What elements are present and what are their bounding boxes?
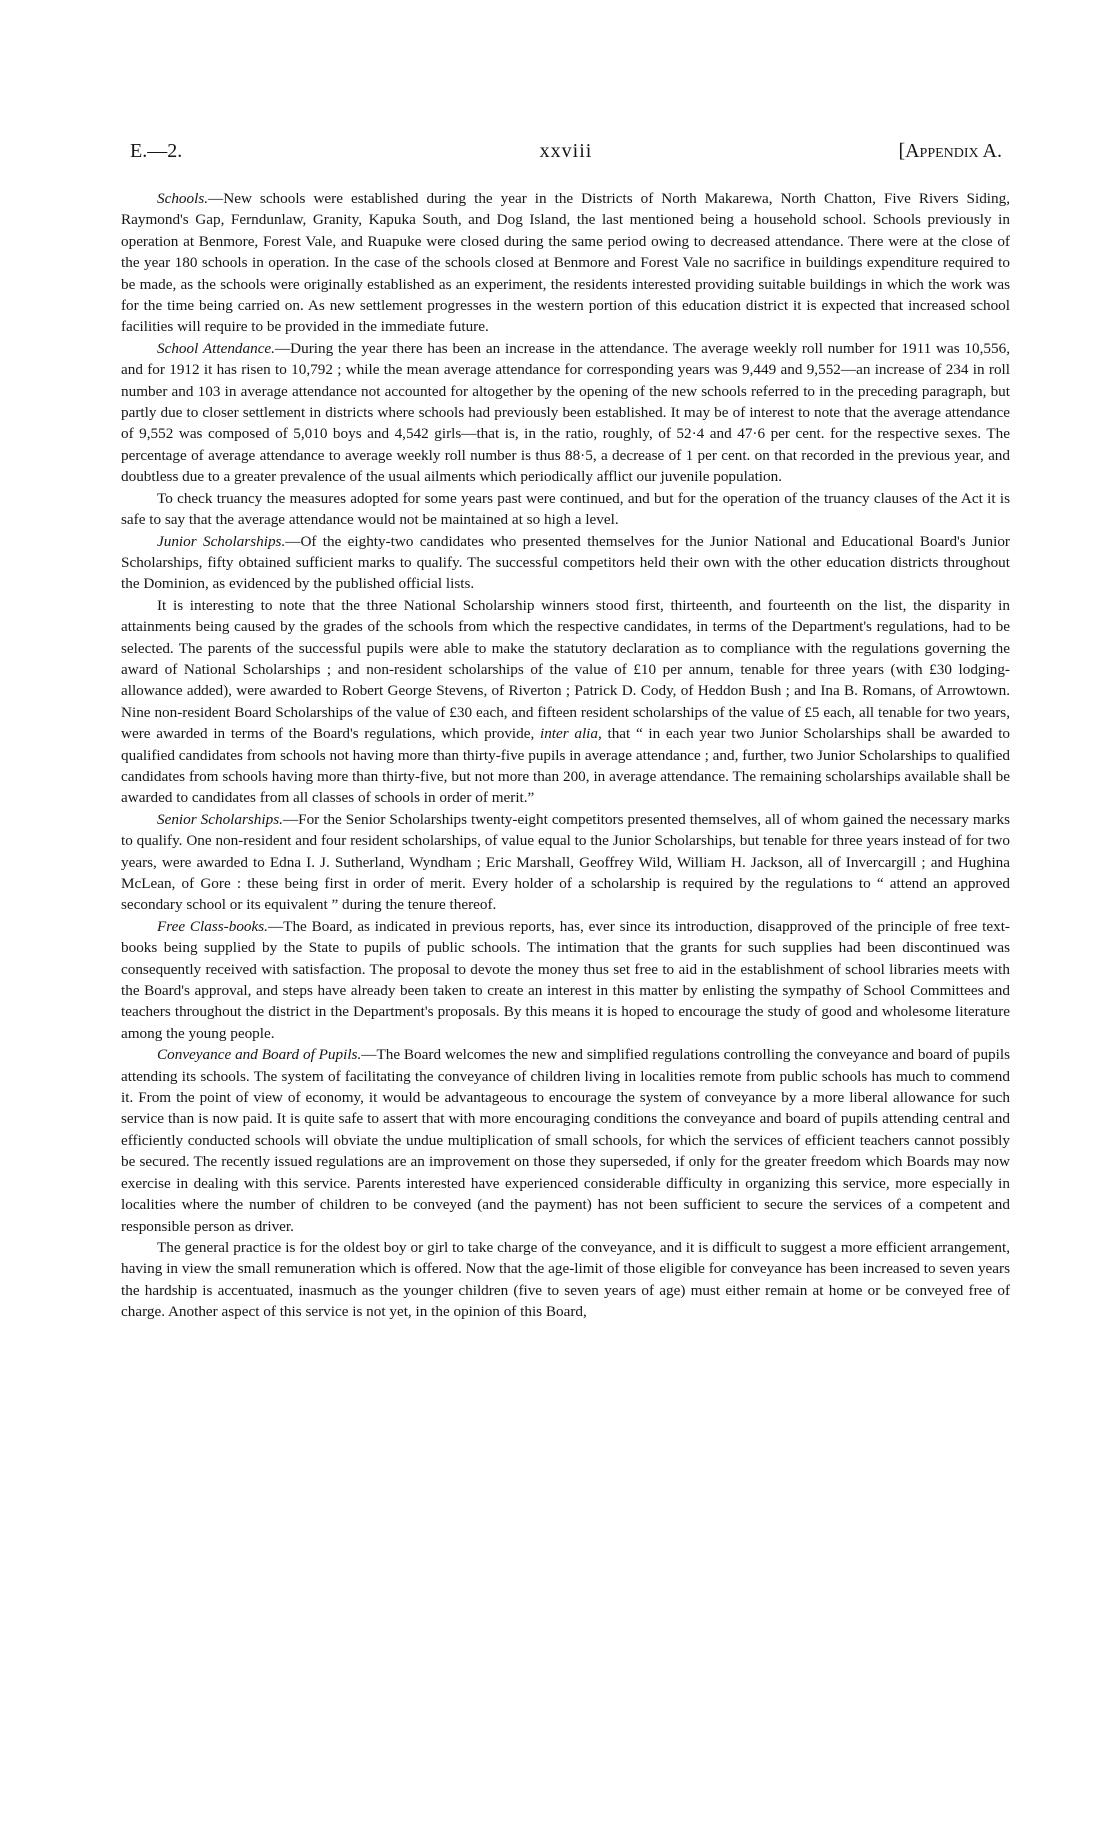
paragraph-school-attendance (121, 338, 1010, 488)
body-text (121, 188, 1010, 1323)
paragraph-text: —During the year there has been an increase in the attendance. The average weekly roll number for 1911 was 10,556, and for 1912 it has risen to 10,792 ; while the mean average attendance for corresponding years was 9,449 and 9,552—an increase of 234 in roll number and 103 in average attendance not accounted for altogether by the opening of the new schools referred to in the preceding paragraph, but partly due to closer settlement in districts where schools had previously been established. It may be of interest to note that the average attendance of 9,552 was composed of 5,010 boys and 4,542 girls—that is, in the ratio, roughly, of 52·4 and 47·6 per cent. for the respective sexes. The percentage of average attendance to average weekly roll number is thus 88·5, a decrease of 1 per cent. on that recorded in the previous year, and doubtless due to a greater prevalence of the usual ailments which periodically afflict our juvenile population. (121, 339, 1010, 486)
paragraph-text: The general practice is for the oldest boy or girl to take charge of the conveyance, and it is difficult to suggest a more efficient arrangement, having in view the small remuneration which is offered. Now that the age-limit of those eligible for conveyance has been increased to seven years the hardship is accentuated, inasmuch as the younger children (five to seven years of age) must either remain at home or be conveyed free of charge. Another aspect of this service is not yet, in the opinion of this Board, (121, 1238, 1010, 1321)
paragraph-general-practice (121, 1237, 1010, 1323)
paragraph-truancy (121, 488, 1010, 531)
appendix-label: [Appendix A. (898, 140, 1002, 162)
paragraph-senior-scholarships (121, 809, 1010, 916)
paragraph-junior-scholarships (121, 531, 1010, 595)
paragraph-schools (121, 188, 1010, 338)
paragraph-text: —Of the eighty-two candidates who presented themselves for the Junior National and Educational Board's Junior Scholarships, fifty obtained sufficient marks to qualify. The successful competitors held their own with the other education districts throughout the Dominion, as evidenced by the published official lists. (121, 532, 1010, 593)
page-header (130, 140, 1002, 164)
paragraph-heading: Schools. (157, 190, 209, 207)
paragraph-text: To check truancy the measures adopted for some years past were continued, and but for the operation of the truancy clauses of the Act it is safe to say that the average attendance would not be maintained at so high a level. (121, 489, 1010, 529)
paragraph-text: —New schools were established during the year in the Districts of North Makarewa, North Chatton, Five Rivers Siding, Raymond's Gap, Ferndunlaw, Granity, Kapuka South, and Dog Island, the last mentioned being a household school. Schools previously in operation at Benmore, Forest Vale, and Ruapuke were closed during the same period owing to decreased attendance. There were at the close of the year 180 schools in operation. In the case of the schools closed at Benmore and Forest Vale no sacrifice in buildings expenditure required to be made, as the schools were originally established as an experiment, the residents interested providing suitable buildings in which the work was for the time being carried on. As new settlement progresses in the western portion of this education district it is expected that increased school facilities will require to be provided in the immediate future. (121, 190, 1010, 336)
paragraph-heading: Conveyance and Board of Pupils. (157, 1046, 362, 1064)
paragraph-text: —The Board welcomes the new and simplified regulations controlling the conveyance and board of pupils attending its schools. The system of facilitating the conveyance of children living in localities remote from public schools has much to commend it. From the point of view of economy, it would be advantageous to encourage the system of conveyance by a more liberal allowance for such service than is now paid. It is quite safe to assert that with more encouraging conditions the conveyance and board of pupils attending central and efficiently conducted schools will obviate the undue multiplication of small schools, for which the services of efficient teachers cannot possibly be secured. The recently issued regulations are an improvement on those they superseded, if only for the greater freedom which Boards may now exercise in dealing with this service. Parents interested have experienced considerable difficulty in organizing this service, more especially in localities where the number of children to be conveyed (and the payment) has not been sufficient to secure the services of a competent and responsible person as driver. (121, 1046, 1010, 1235)
paragraph-text: It is interesting to note that the three National Scholarship winners stood first, thirteenth, and fourteenth on the list, the disparity in attainments being caused by the grades of the schools from which the respective candidates, in terms of the Department's regulations, had to be selected. The parents of the successful pupils were able to make the statutory declaration as to compliance with the regulations governing the award of National Scholarships ; and non-resident scholarships of the value of £10 per annum, tenable for three years (with £30 lodging-allowance added), were awarded to Robert George Stevens, of Riverton ; Patrick D. Cody, of Heddon Bush ; and Ina B. Romans, of Arrowtown. Nine non-resident Board Scholarships of the value of £30 each, and fifteen resident scholarships of the value of £5 each, all tenable for two years, were awarded in terms of the Board's regulations, which provide, (121, 596, 1010, 743)
paragraph-national-scholarships (121, 595, 1010, 809)
paragraph-text: —For the Senior Scholarships twenty-eight competitors presented themselves, all of whom gained the necessary marks to qualify. One non-resident and four resident scholarships, of value equal to the Junior Scholarships, but tenable for three years instead of for two years, were awarded to Edna I. J. Sutherland, Wyndham ; Eric Marshall, Geoffrey Wild, William H. Jackson, all of Invercargill ; and Hughina McLean, of Gore : these being first in order of merit. Every holder of a scholarship is required by the regulations to “ attend an approved secondary school or its equivalent ” during the tenure thereof. (121, 810, 1010, 914)
report-reference: E.—2. (130, 140, 183, 162)
paragraph-text: —The Board, as indicated in previous reports, has, ever since its introduction, disapproved of the principle of free text-books being supplied by the State to pupils of public schools. The intimation that the grants for such supplies had been discontinued was consequently received with satisfaction. The proposal to devote the money thus set free to aid in the establishment of school libraries meets with the Board's approval, and steps have already been taken to create an interest in this matter by enlisting the sympathy of School Committees and teachers throughout the district in the Department's proposals. By this means it is hoped to encourage the study of good and wholesome literature among the young people. (121, 917, 1010, 1042)
paragraph-italic-phrase: inter alia, (539, 725, 602, 743)
paragraph-heading: Senior Scholarships. (157, 810, 283, 828)
page-number: xxviii (539, 140, 593, 162)
paragraph-heading: Free Class-books. (157, 917, 268, 935)
paragraph-text-tail: that “ in each year two Junior Scholarships shall be awarded to qualified candidates from schools not having more than thirty-five pupils in average attendance ; and, further, two Junior Scholarships to qualified candidates from schools having more than thirty-five, but not more than 200, in average attendance. The remaining scholarships available shall be awarded to candidates from all classes of schools in order of merit.” (121, 725, 1011, 807)
paragraph-conveyance (121, 1044, 1010, 1237)
paragraph-heading: School Attendance. (157, 339, 275, 357)
paragraph-free-class-books (121, 916, 1010, 1044)
paragraph-heading: Junior Scholarships. (157, 532, 286, 550)
